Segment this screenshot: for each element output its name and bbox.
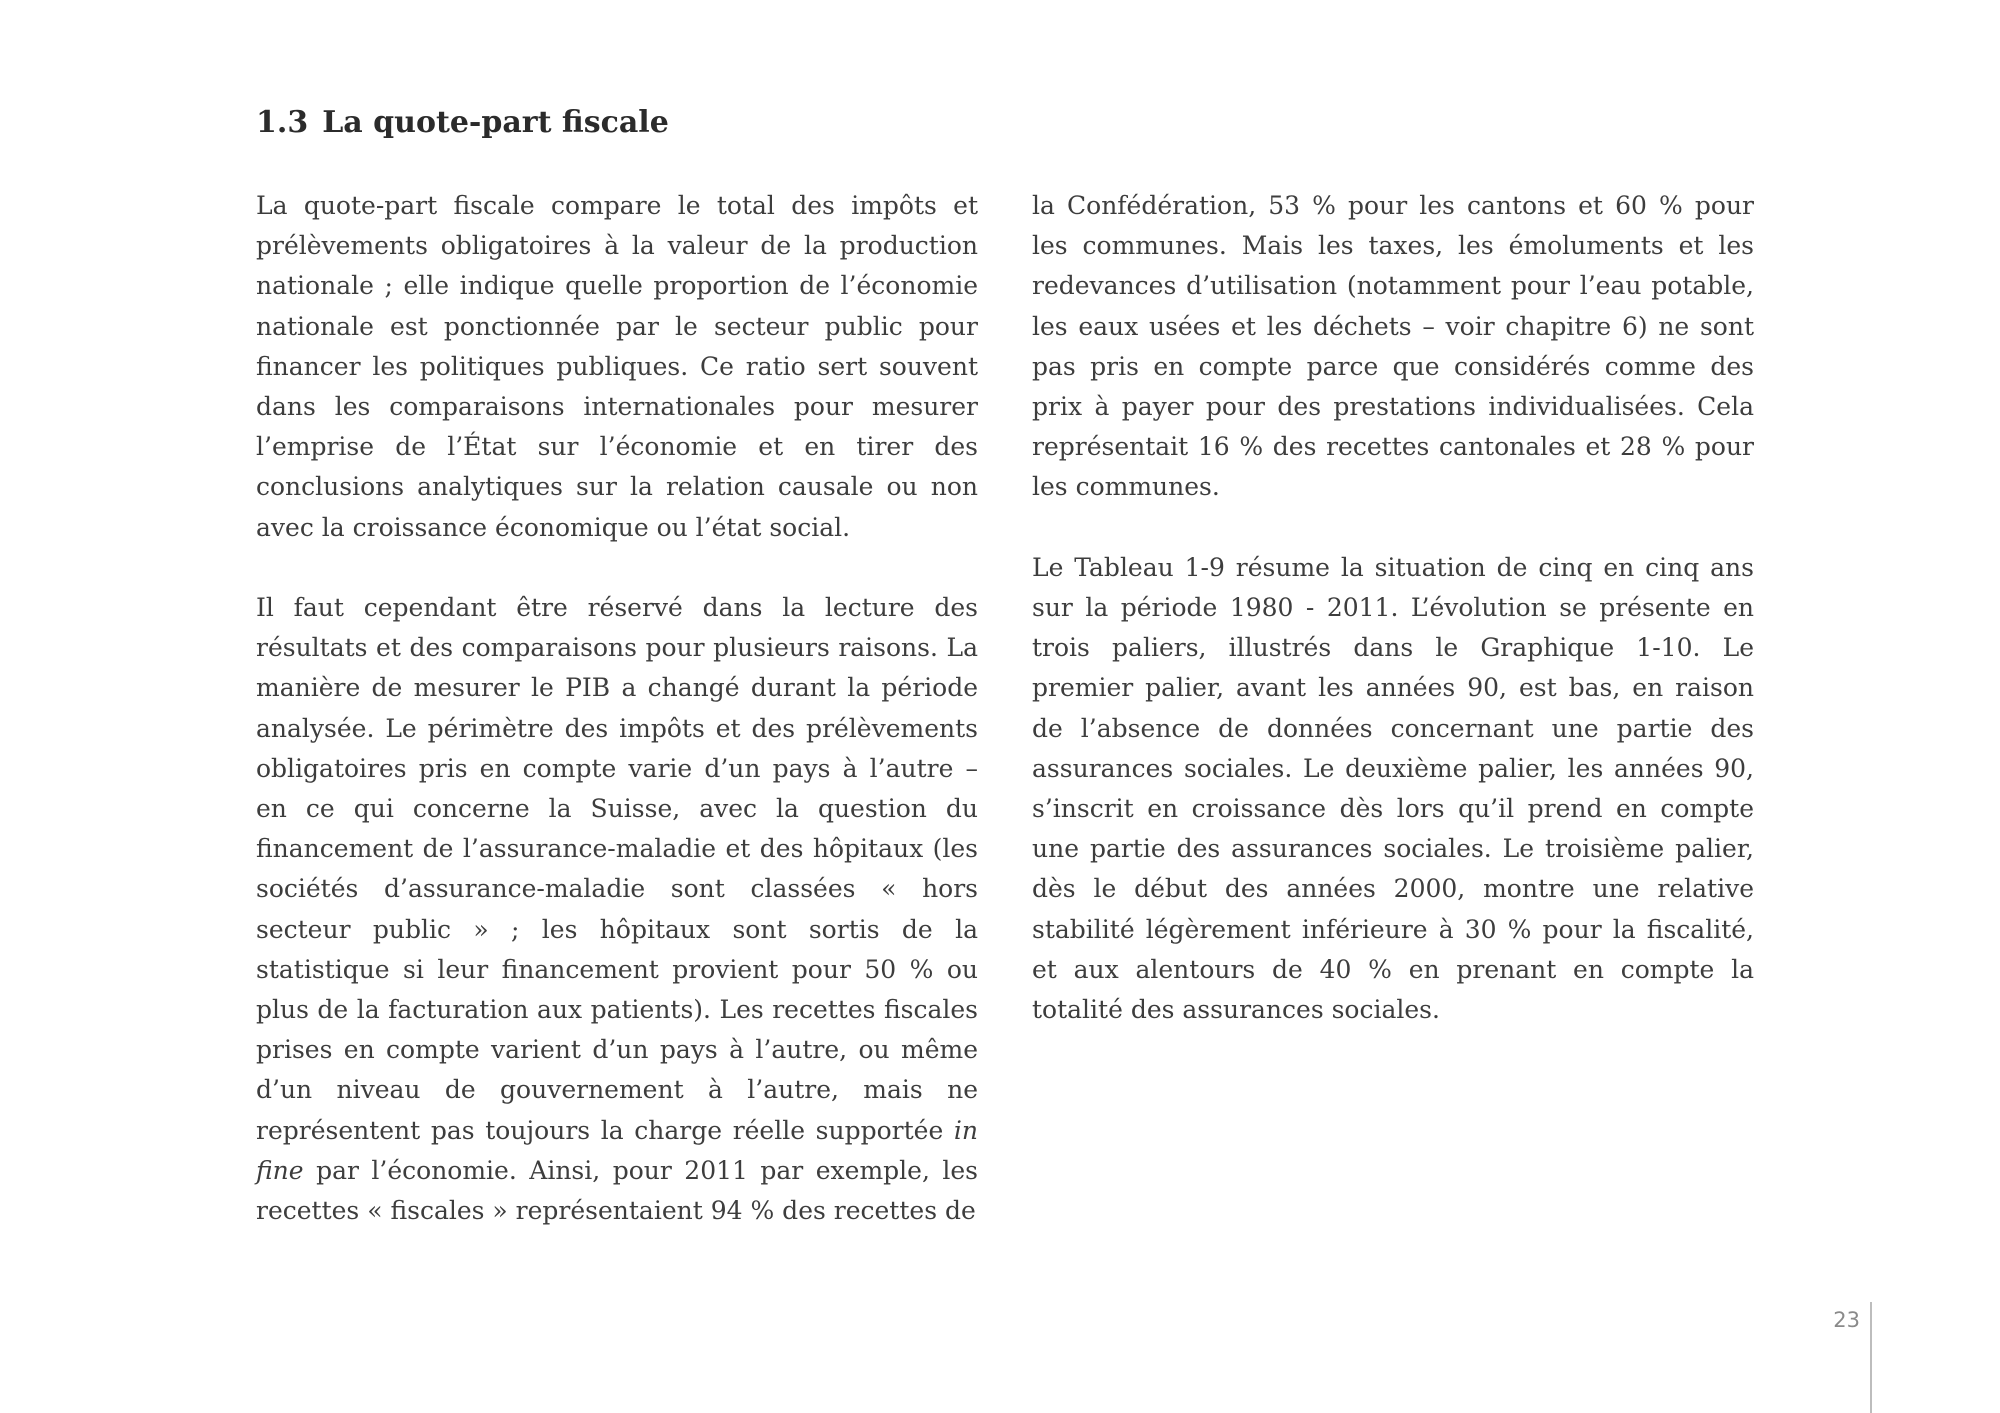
section-title: La quote-part fiscale xyxy=(322,105,669,140)
page-number: 23 xyxy=(1833,1308,1860,1332)
section-number: 1.3 xyxy=(256,105,309,140)
paragraph-evolution-summary: Le Tableau 1-9 résume la situation de cinq en cinq ans sur la période 1980 - 2011. L’évolution se présente en trois paliers, illustrés dans le Graphique 1-10. Le premier palier, avant les années 90, est bas, en raison de l’absence de données concernant une partie des assurances sociales. Le deuxième palier, les années 90, s’inscrit en croissance dès lors qu’il prend en compte une partie des assurances sociales. Le troisième palier, dès le début des années 2000, montre une relative stabilité légèrement inférieure à 30 % pour la fiscalité, et aux alentours de 40 % en prenant en compte la totalité des assurances sociales. xyxy=(1032,552,1754,1025)
paragraph-caveats xyxy=(256,588,978,1231)
page-margin-rule xyxy=(1870,1302,1872,1413)
paragraph-quote-part-definition: La quote-part fiscale compare le total des impôts et prélèvements obligatoires à la valeur de la production nationale ; elle indique quelle proportion de l’économie nationale est ponctionnée par le secteur public pour financer les politiques publiques. Ce ratio sert souvent dans les comparaisons internationales pour mesurer l’emprise de l’État sur l’économie et en tirer des conclusions analytiques sur la relation causale ou non avec la croissance économique ou l’état social. xyxy=(256,191,978,542)
right-text-column xyxy=(1032,186,1754,1030)
paragraph-caveats-text-end: par l’économie. Ainsi, pour 2011 par exemple, les recettes « fiscales » représentaient 94 % des recettes de xyxy=(256,1155,978,1226)
section-heading xyxy=(256,103,669,143)
left-text-column xyxy=(256,186,978,1231)
paragraph-caveats-text-start: Il faut cependant être réservé dans la lecture des résultats et des comparaisons pour plusieurs raisons. La manière de mesurer le PIB a changé durant la période analysée. Le périmètre des impôts et des prélèvements obligatoires pris en compte varie d’un pays à l’autre – en ce qui concerne la Suisse, avec la question du financement de l’assurance-maladie et des hôpitaux (les sociétés d’assurance-maladie sont classées « hors secteur public » ; les hôpitaux sont sortis de la statistique si leur financement provient pour 50 % ou plus de la facturation aux patients). Les recettes fiscales prises en compte varient d’un pays à l’autre, ou même d’un niveau de gouvernement à l’autre, mais ne représentent pas toujours la charge réelle supportée xyxy=(256,593,978,1145)
italic-in-fine: in fine xyxy=(256,1115,978,1185)
paragraph-revenue-shares: la Confédération, 53 % pour les cantons et 60 % pour les communes. Mais les taxes, les émoluments et les redevances d’utilisation (notamment pour l’eau potable, les eaux usées et les déchets – voir chapitre 6) ne sont pas pris en compte parce que considérés comme des prix à payer pour des prestations individualisées. Cela représentait 16 % des recettes cantonales et 28 % pour les communes. xyxy=(1032,191,1754,502)
